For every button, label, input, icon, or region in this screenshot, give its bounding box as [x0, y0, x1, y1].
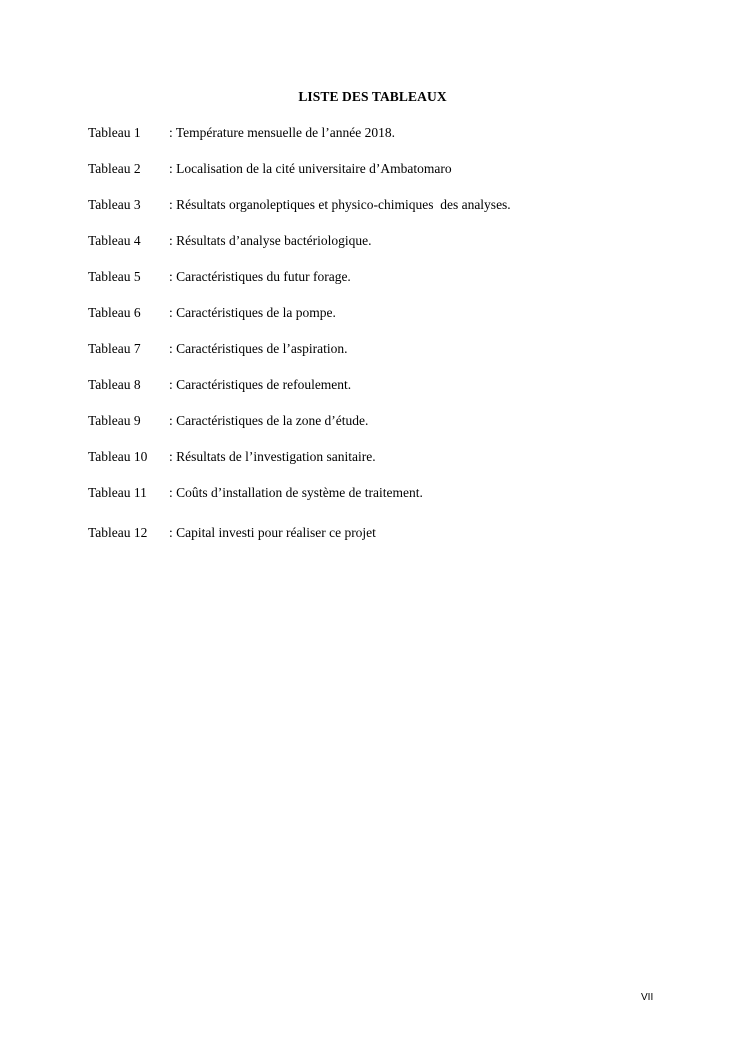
table-number: Tableau 7: [88, 341, 141, 356]
table-description: : Caractéristiques de la zone d’étude.: [169, 413, 369, 428]
table-description: : Résultats de l’investigation sanitaire.: [169, 449, 376, 464]
table-description: : Caractéristiques de la pompe.: [169, 305, 336, 320]
list-item: [88, 233, 371, 249]
table-number: Tableau 5: [88, 269, 141, 284]
table-number: Tableau 11: [88, 485, 147, 500]
list-item: [88, 125, 395, 141]
list-item: [88, 197, 511, 213]
list-item: [88, 269, 351, 285]
list-item: [88, 525, 376, 541]
table-description: : Capital investi pour réaliser ce projet: [169, 525, 376, 540]
table-number: Tableau 9: [88, 413, 141, 428]
table-description: : Coûts d’installation de système de traitement.: [169, 485, 423, 500]
table-description: : Caractéristiques de l’aspiration.: [169, 341, 348, 356]
list-item: [88, 485, 423, 501]
table-number: Tableau 12: [88, 525, 148, 540]
list-item: [88, 377, 351, 393]
table-number: Tableau 6: [88, 305, 141, 320]
page-title: LISTE DES TABLEAUX: [298, 89, 447, 104]
table-description: : Localisation de la cité universitaire d’Ambatomaro: [169, 161, 452, 176]
list-item: [88, 341, 347, 357]
table-number: Tableau 1: [88, 125, 141, 140]
table-description: : Résultats organoleptiques et physico-chimiques des analyses.: [169, 197, 511, 212]
table-number: Tableau 8: [88, 377, 141, 392]
table-description: : Température mensuelle de l’année 2018.: [169, 125, 395, 140]
page-number: VII: [641, 992, 654, 1003]
table-number: Tableau 10: [88, 449, 148, 464]
list-item: [88, 161, 452, 177]
list-item: [88, 449, 376, 465]
table-number: Tableau 4: [88, 233, 141, 248]
table-number: Tableau 3: [88, 197, 141, 212]
table-description: : Caractéristiques du futur forage.: [169, 269, 351, 284]
list-item: [88, 305, 336, 321]
table-number: Tableau 2: [88, 161, 141, 176]
table-description: : Résultats d’analyse bactériologique.: [169, 233, 372, 248]
table-description: : Caractéristiques de refoulement.: [169, 377, 352, 392]
list-item: [88, 413, 368, 429]
